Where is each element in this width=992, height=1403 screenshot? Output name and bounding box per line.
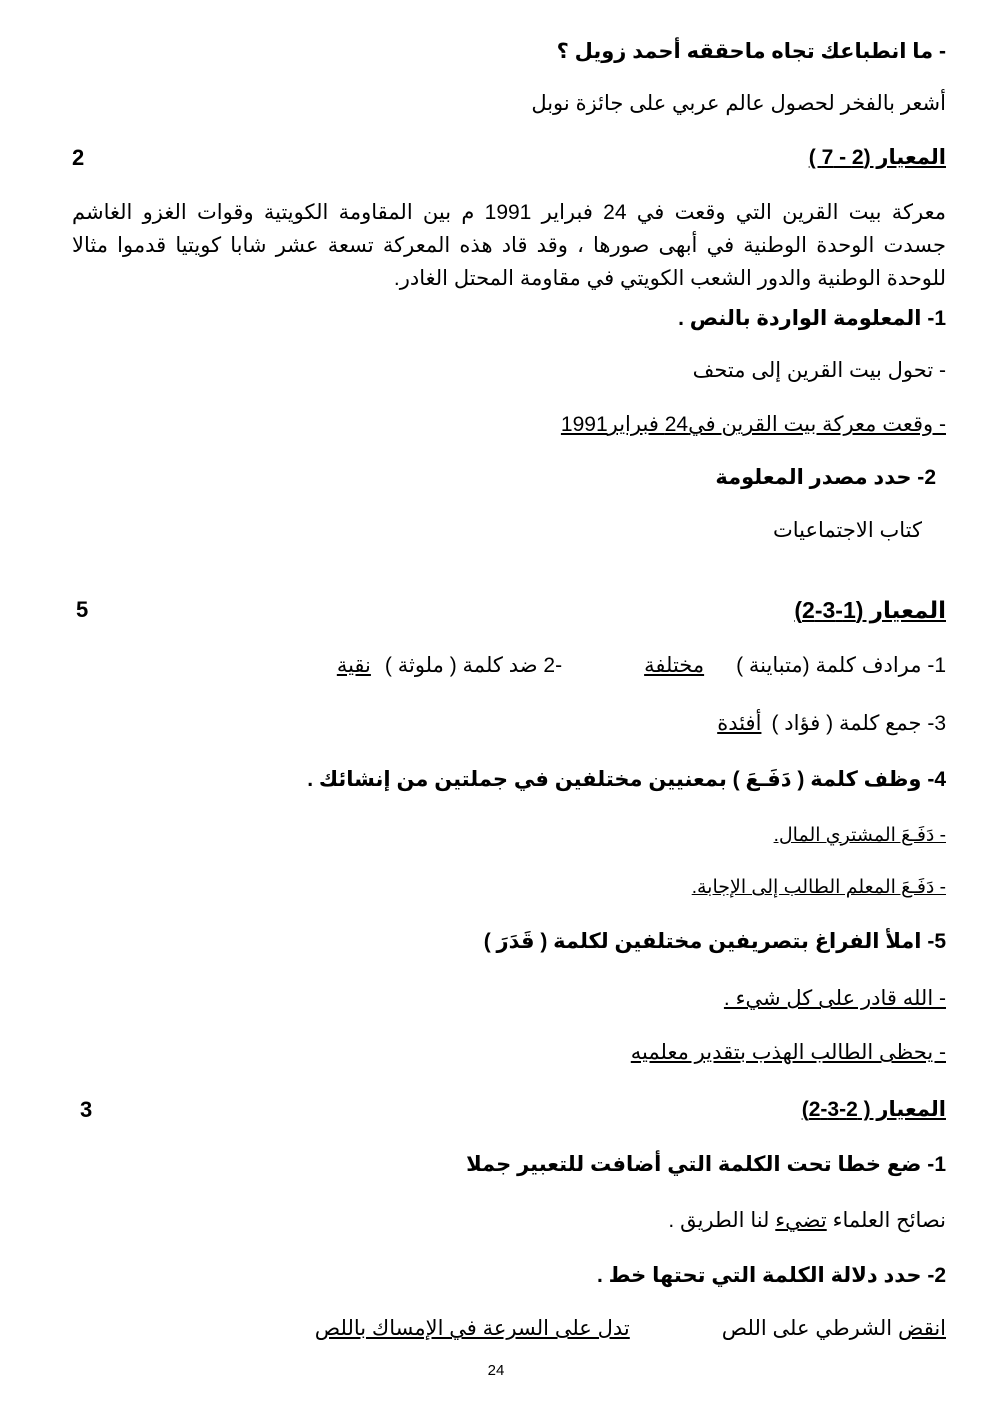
synonym-question: 1- مرادف كلمة (متباينة ) xyxy=(736,654,946,677)
synonym-answer: مختلفة xyxy=(644,654,705,677)
criterion-1-score: 2 xyxy=(72,145,85,170)
sentence-start: نصائح العلماء xyxy=(826,1209,946,1232)
criterion-1-label: المعيار (2 - 7 ) xyxy=(808,146,946,169)
underlined-word: تضيء xyxy=(775,1209,827,1232)
question-underline: 1- ضع خطا تحت الكلمة التي أضافت للتعبير جملا xyxy=(466,1153,946,1176)
plural-answer: أفئدة xyxy=(717,712,762,735)
sentence-end: لنا الطريق . xyxy=(668,1209,776,1232)
question-info: 1- المعلومة الواردة بالنص . xyxy=(678,307,946,330)
criterion-3-label: المعيار ( 2-3-2) xyxy=(801,1098,946,1121)
question-meaning: 2- حدد دلالة الكلمة التي تحتها خط . xyxy=(597,1264,946,1287)
question-fill-blank: 5- املأ الفراغ بتصريفين مختلفين لكلمة ( قَدَرَ ) xyxy=(483,930,946,953)
answer-impression: أشعر بالفخر لحصول عالم عربي على جائزة نوبل xyxy=(531,92,946,115)
antonym-question: -2 ضد كلمة ( ملوثة ) xyxy=(384,654,563,677)
question-impression: - ما انطباعك تجاه ماحققه أحمد زويل ؟ xyxy=(556,40,946,63)
example-sentence xyxy=(668,1207,946,1235)
vocab-line xyxy=(337,652,946,680)
fill-answer-2: - يحظى الطالب الهذب بتقدير معلميه xyxy=(630,1041,946,1064)
use-answer-1: - دَفَـعَ المشتري المال. xyxy=(773,825,946,846)
criterion-2-label: المعيار (1-3-2) xyxy=(794,597,946,623)
answer-source: كتاب الاجتماعيات xyxy=(772,519,922,542)
criterion-3-score: 3 xyxy=(80,1097,93,1122)
meaning-answer: تدل على السرعة في الإمساك باللص xyxy=(314,1317,630,1340)
question-use-word: 4- وظف كلمة ( دَفَـعَ ) بمعنيين مختلفين في جملتين من إنشائك . xyxy=(307,768,946,791)
criterion-2-score: 5 xyxy=(76,597,89,622)
passage-text: معركة بيت القرين التي وقعت في 24 فبراير 1991 م بين المقاومة الكويتية وقوات الغزو الغاشم جسدت الوحدة الوطنية في أبهى صورها ، وقد قاد هذه المعركة تسعة عشر شابا كويتيا قدموا مثالا للوحدة الوطنية والدور الشعب الكويتي في مقاومة المحتل الغادر. xyxy=(72,201,946,290)
plural-question: 3- جمع كلمة ( فؤاد ) xyxy=(771,712,946,735)
question-source: 2- حدد مصدر المعلومة xyxy=(715,466,936,489)
meaning-sentence: الشرطي على اللص xyxy=(721,1317,898,1340)
plural-line xyxy=(717,710,946,738)
use-answer-2: - دَفَـعَ المعلم الطالب إلى الإجابة. xyxy=(691,877,946,898)
option-1: - تحول بيت القرين إلى متحف xyxy=(692,359,946,382)
antonym-answer: نقية xyxy=(336,654,371,677)
option-2: - وقعت معركة بيت القرين في24 فبراير1991 xyxy=(560,413,946,436)
meaning-word: انقض xyxy=(897,1317,946,1340)
page-number: 24 xyxy=(487,1362,505,1379)
meaning-line xyxy=(315,1315,946,1343)
fill-answer-1: - الله قادر على كل شيء . xyxy=(723,987,946,1010)
